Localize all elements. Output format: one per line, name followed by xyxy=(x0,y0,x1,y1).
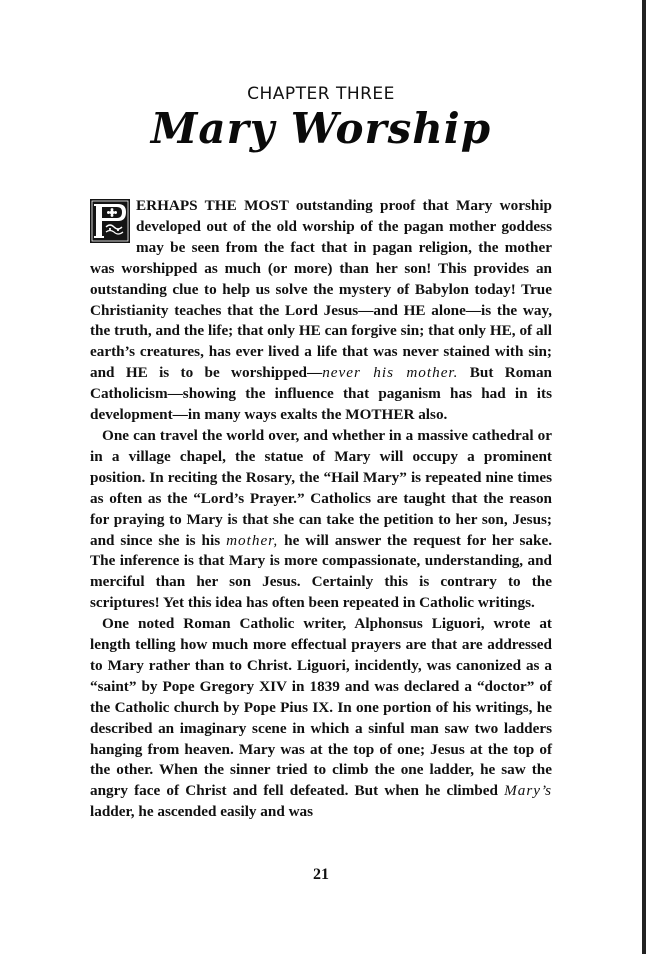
paragraph-1-text-b: But Roman Catholicism—showing the influence that paganism has had in its development—in many ways exalts the MOTHER also. xyxy=(90,364,553,424)
paragraph-2-text-b: he will answer the request for her sake. The inference is that Mary is more compassionate, understanding, and merciful than her son Jesus. Certainly this is contrary to the scriptures! Yet this idea has often been repeated in Catholic writings. xyxy=(90,531,552,612)
paragraph-2 xyxy=(90,426,552,614)
page-number: 21 xyxy=(313,866,329,883)
chapter-title: Mary Worship xyxy=(150,104,492,153)
paragraph-3 xyxy=(90,614,552,823)
paragraph-2-text-a: One can travel the world over, and whether in a massive cathedral or in a village chapel, the statue of Mary will occupy a prominent position. In reciting the Rosary, the “Hail Mary” is repeated nine times as often as the “Lord’s Prayer.” Catholics are taught that the reason for praying to Mary is that she can take the petition to her son, Jesus; and since she is his xyxy=(90,426,552,549)
paragraph-1-emphasis: never his mother. xyxy=(322,364,459,382)
paragraph-1-text-a: ERHAPS THE MOST outstanding proof that Mary worship developed out of the old worship of the pagan mother goddess may be seen from the fact that in pagan religion, the mother was worshipped as much (or more) than her son! This provides an outstanding clue to help us solve the mystery of Babylon today! True Christianity teaches that the Lord Jesus—and HE alone—is the way, the truth, and the life; that only HE can forgive sin; that only HE, of all earth’s creatures, has ever lived a life that was never stained with sin; and HE is to be worshipped— xyxy=(90,197,552,382)
dropcap-ornament-icon xyxy=(90,199,130,243)
body-text xyxy=(90,196,552,823)
paragraph-3-emphasis: Mary’s xyxy=(504,782,552,800)
chapter-label: CHAPTER THREE xyxy=(247,84,395,104)
paragraph-1 xyxy=(90,196,552,426)
paragraph-2-emphasis: mother, xyxy=(226,531,279,549)
paragraph-3-text-b: ladder, he ascended easily and was xyxy=(90,803,314,821)
paragraph-3-text-a: One noted Roman Catholic writer, Alphonsus Liguori, wrote at length telling how much more effectual prayers are that are addressed to Mary rather than to Christ. Liguori, incidently, was canonized as a “saint” by Pope Gregory XIV in 1839 and was declared a “doctor” of the Catholic church by Pope Pius IX. In one portion of his writings, he described an imaginary scene in which a sinful man saw two ladders hanging from heaven. Mary was at the top of one; Jesus at the top of the other. When the sinner tried to climb the one ladder, he saw the angry face of Christ and fell defeated. But when he climbed xyxy=(90,615,552,800)
